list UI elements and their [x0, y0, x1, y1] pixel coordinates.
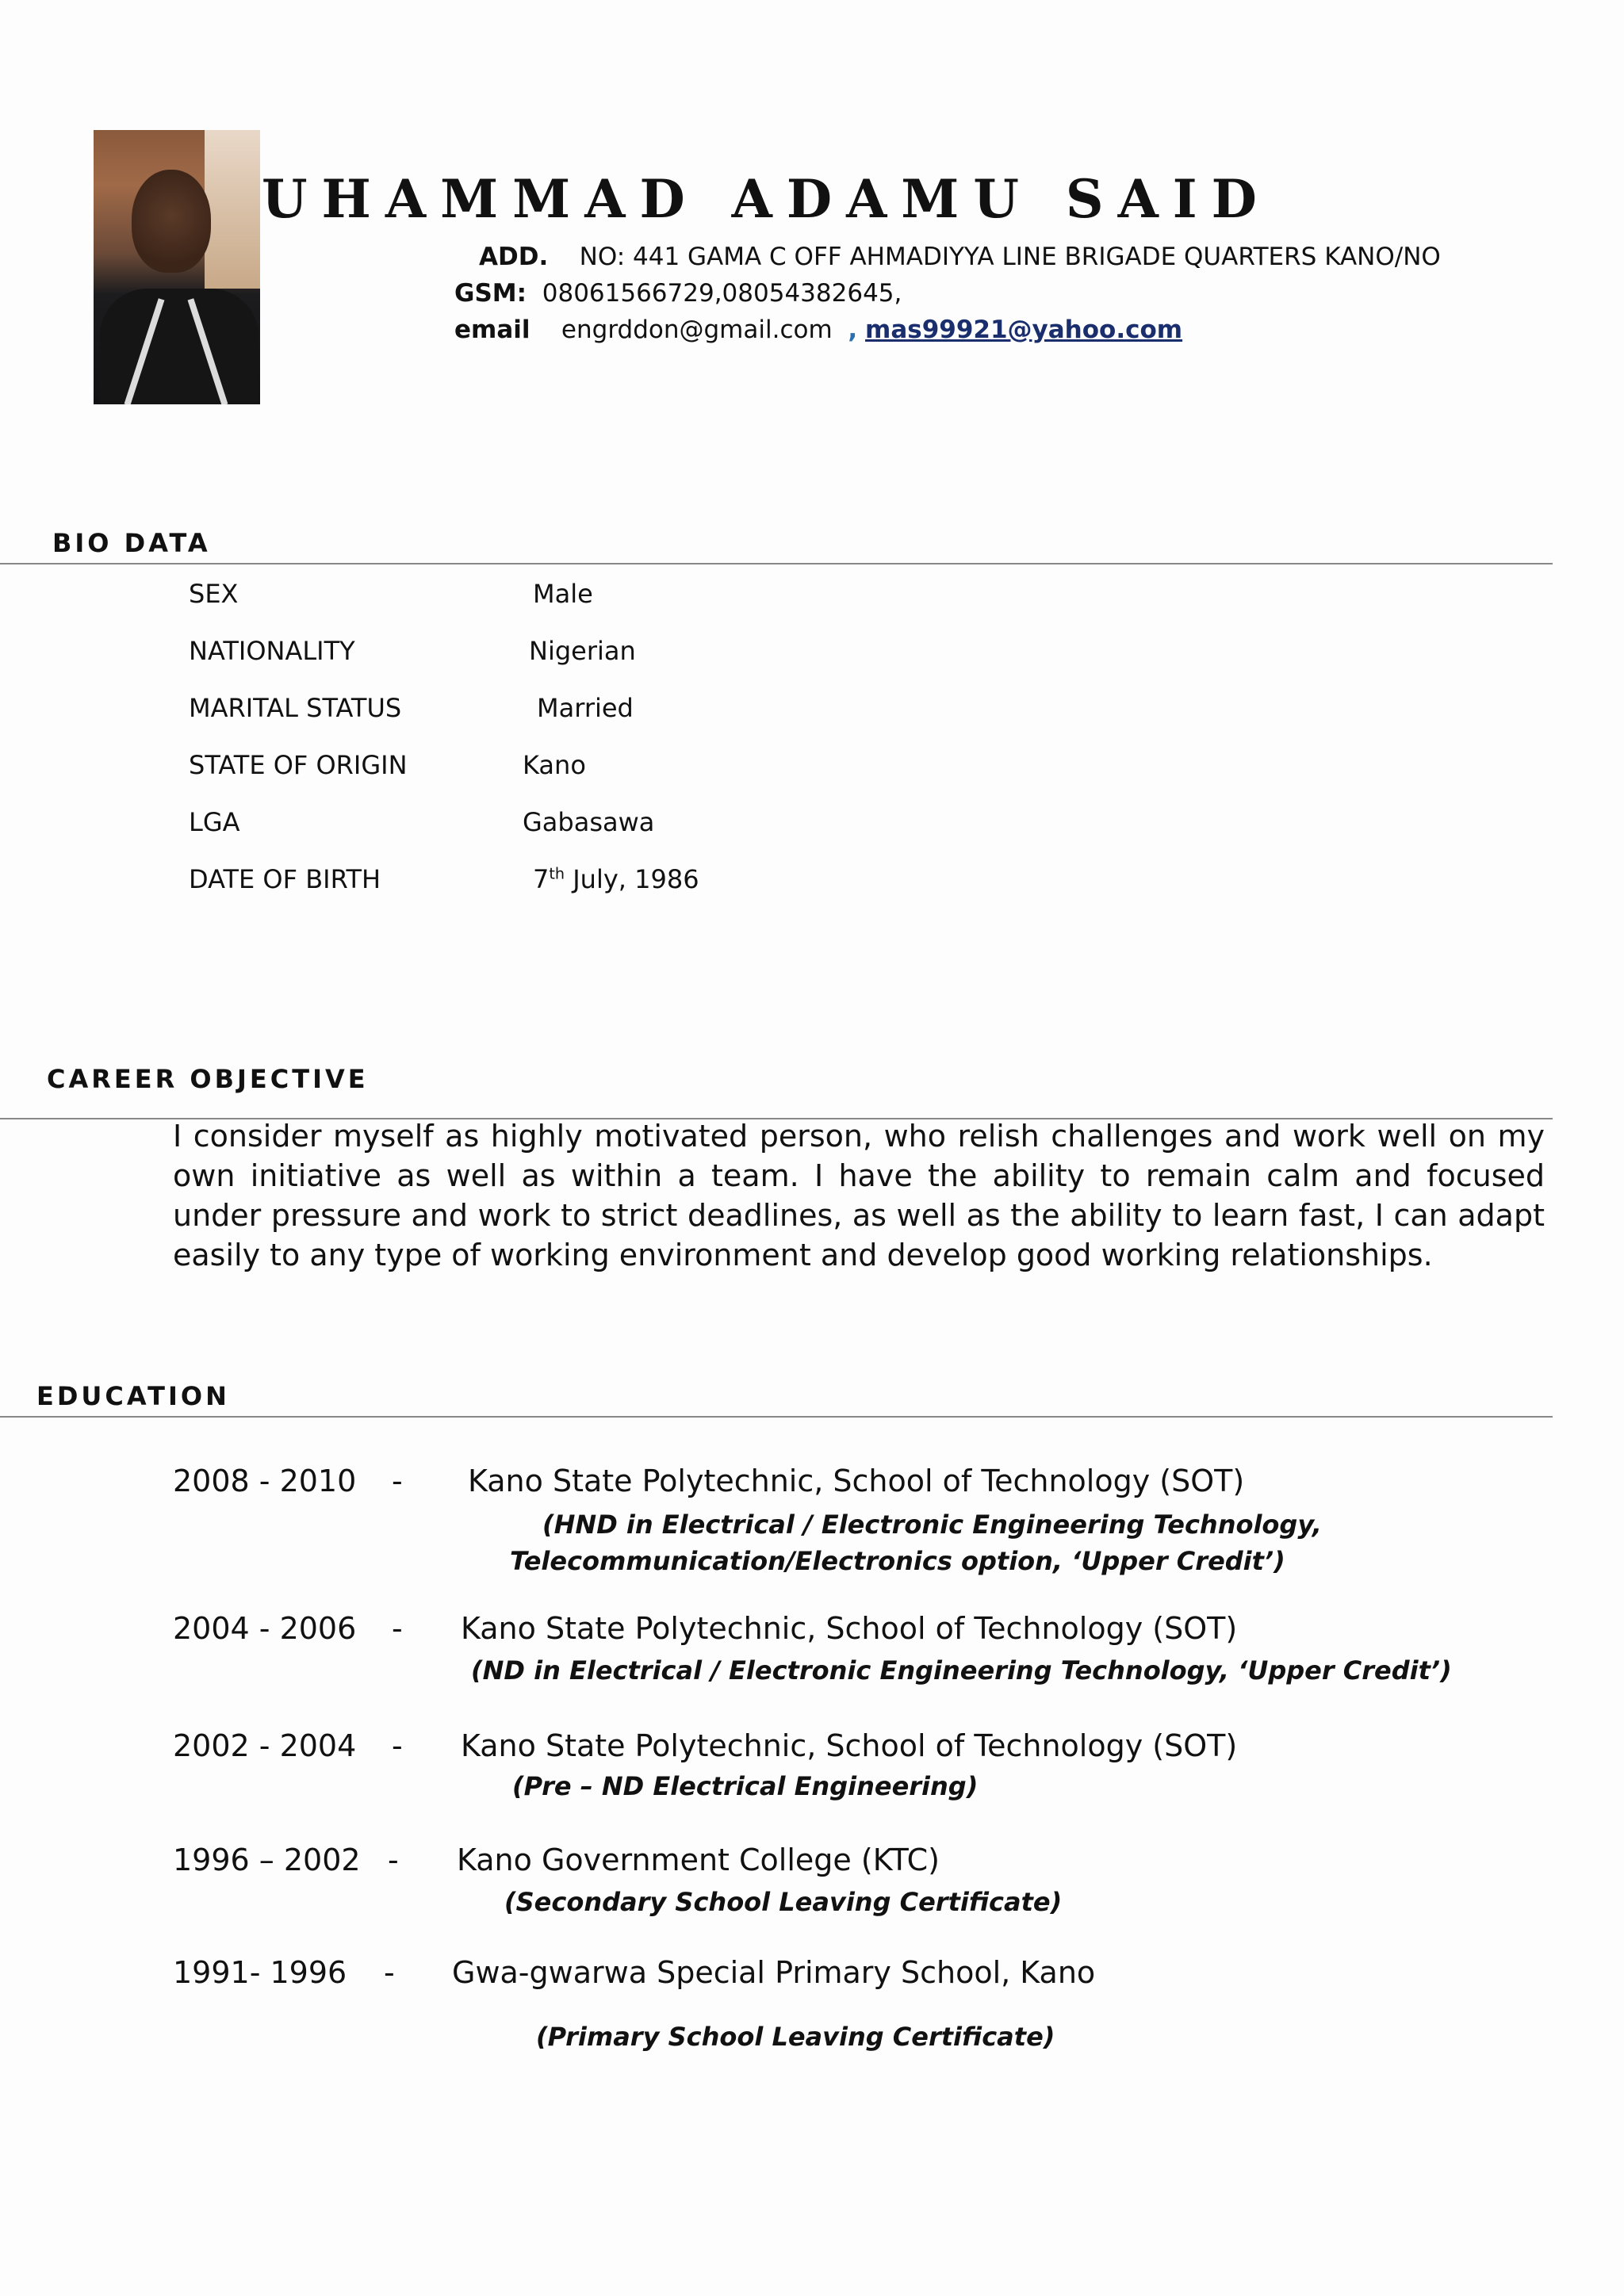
bio-label-lga: LGA — [189, 807, 240, 837]
education-entry-dash: - — [392, 1611, 403, 1646]
education-entry-years: 1996 – 2002 — [173, 1843, 361, 1877]
bio-value-lga: Gabasawa — [523, 807, 655, 837]
education-entry-school: Kano Government College (KTC) — [457, 1843, 940, 1877]
education-entry-school: Kano State Polytechnic, School of Technology (SOT) — [461, 1728, 1238, 1763]
education-entry-dash: - — [388, 1843, 399, 1877]
gsm-value: 08061566729,08054382645, — [542, 279, 902, 308]
bio-value-date-of-birth: 7th July, 1986 — [533, 864, 699, 894]
education-entry-detail: (Secondary School Leaving Certificate) — [504, 1887, 1063, 1917]
education-entry-school: Kano State Polytechnic, School of Technology (SOT) — [461, 1611, 1238, 1646]
bio-label-marital-status: MARITAL STATUS — [189, 693, 402, 723]
bio-label-nationality: NATIONALITY — [189, 636, 355, 666]
email-label: email — [454, 316, 530, 344]
career-objective-title: CAREER OBJECTIVE — [47, 1064, 369, 1094]
bio-data-title: BIO DATA — [52, 528, 211, 558]
education-entry-dash: - — [392, 1464, 403, 1498]
bio-label-date-of-birth: DATE OF BIRTH — [189, 864, 381, 894]
education-entry-years: 2008 - 2010 — [173, 1464, 357, 1498]
address-label: ADD. — [479, 243, 549, 271]
education-entry-school: Gwa-gwarwa Special Primary School, Kano — [452, 1955, 1096, 1990]
education-entry-detail: (HND in Electrical / Electronic Engineering Technology, — [542, 1510, 1322, 1540]
education-divider — [0, 1416, 1553, 1418]
bio-data-divider — [0, 563, 1553, 564]
email-primary: engrddon@gmail.com — [561, 316, 833, 344]
bio-value-state-of-origin: Kano — [523, 750, 586, 780]
education-entry-years: 1991- 1996 — [173, 1955, 347, 1990]
address-line — [479, 243, 1441, 271]
education-entry-years: 2002 - 2004 — [173, 1728, 357, 1763]
email-secondary-link[interactable]: mas99921@yahoo.com — [865, 316, 1183, 344]
bio-value-marital-status: Married — [537, 693, 634, 723]
education-entry-years: 2004 - 2006 — [173, 1611, 357, 1646]
email-line — [454, 316, 1182, 344]
education-entry-school: Kano State Polytechnic, School of Technology (SOT) — [468, 1464, 1245, 1498]
education-entry-detail: (Primary School Leaving Certificate) — [536, 2022, 1055, 2052]
address-value: NO: 441 GAMA C OFF AHMADIYYA LINE BRIGADE QUARTERS KANO/NO — [579, 243, 1441, 271]
bio-label-state-of-origin: STATE OF ORIGIN — [189, 750, 408, 780]
gsm-line — [454, 279, 902, 308]
education-entry-detail: (Pre – ND Electrical Engineering) — [512, 1771, 979, 1801]
education-entry-detail: Telecommunication/Electronics option, ‘Upper Credit’) — [510, 1546, 1285, 1576]
profile-photo — [94, 130, 260, 404]
gsm-label: GSM: — [454, 279, 527, 308]
bio-label-sex: SEX — [189, 579, 239, 609]
email-separator: , — [848, 316, 858, 344]
bio-value-nationality: Nigerian — [529, 636, 636, 666]
education-entry-dash: - — [392, 1728, 403, 1763]
candidate-name: UHAMMAD ADAMU SAID — [262, 168, 1271, 230]
education-entry-dash: - — [384, 1955, 395, 1990]
bio-value-sex: Male — [533, 579, 593, 609]
education-title: EDUCATION — [36, 1381, 230, 1411]
career-objective-text: I consider myself as highly motivated person, who relish challenges and work well on my own initiative as well as within a team. I have the ability to remain calm and focused under pressure and work to strict deadlines, as well as the ability to learn fast, I can adapt easily to any type of working environment and develop good working relationships. — [173, 1119, 1545, 1272]
education-entry-detail: (ND in Electrical / Electronic Engineering Technology, ‘Upper Credit’) — [471, 1655, 1452, 1686]
